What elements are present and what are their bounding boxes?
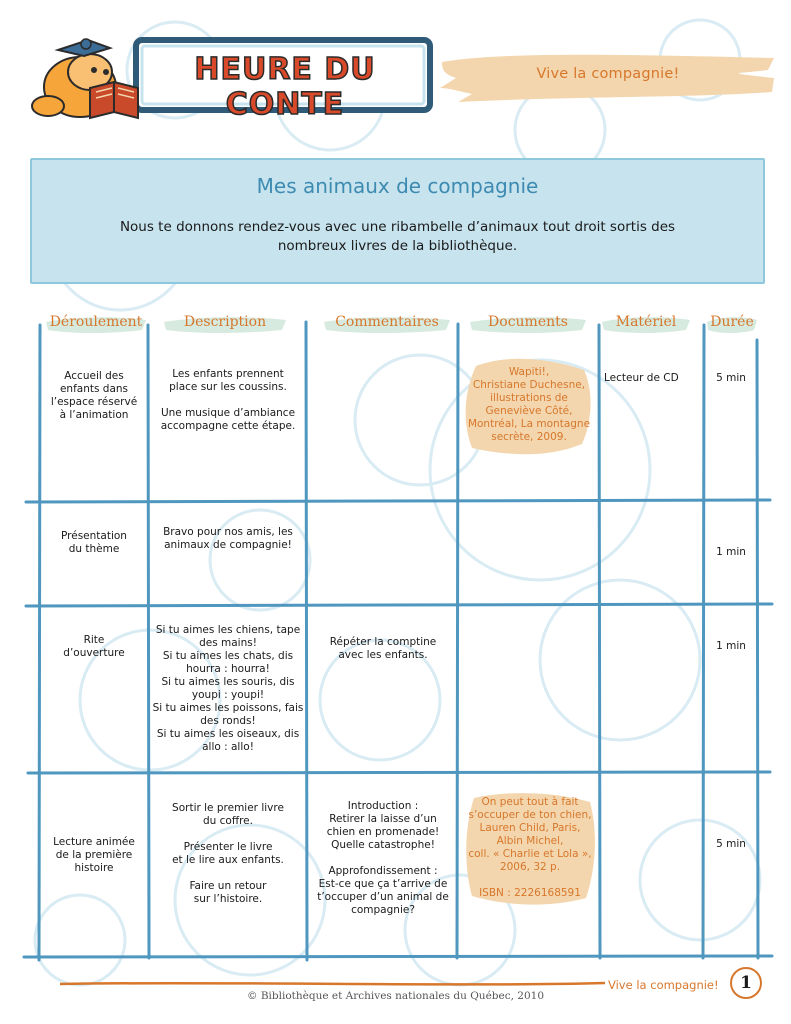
column-header-deroulement: [42, 308, 150, 336]
row1-materiel: Lecteur de CD: [604, 372, 679, 384]
column-header-label: Description: [183, 314, 267, 330]
column-header-label: Matériel: [615, 314, 677, 330]
row2-duree: 1 min: [716, 546, 746, 558]
row1-deroulement: Accueil des enfants dans l’espace réservé à l’animation: [50, 370, 138, 421]
column-header-label: Commentaires: [335, 314, 439, 330]
row3-description: Si tu aimes les chiens, tape des mains! Si tu aimes les chats, dis hourra : hourra! Si tu aimes les souris, dis youpi : youpi! Si tu aimes les poissons, fais des ronds! Si tu aimes les oiseaux, dis allo : allo!: [152, 624, 304, 753]
page-number: 1: [730, 967, 762, 999]
tagline-banner: [438, 48, 778, 108]
logo-text: HEURE DU CONTE: [194, 52, 376, 122]
column-header-label: Documents: [488, 314, 568, 330]
row4-description: Sortir le premier livre du coffre. Présenter le livre et le lire aux enfants. Faire un retour sur l’histoire.: [172, 802, 284, 905]
column-header-duree: [704, 308, 760, 336]
copyright-notice: © Bibliothèque et Archives nationales du Québec, 2010: [246, 990, 544, 1002]
row4-deroulement: Lecture animée de la première histoire: [53, 836, 135, 874]
row2-description: Bravo pour nos amis, les animaux de compagnie!: [163, 526, 293, 551]
column-header-description: [160, 308, 290, 336]
row4-documents: On peut tout à fait s’occuper de ton chien, Lauren Child, Paris, Albin Michel, coll. « Charlie et Lola », 2006, 32 p. ISBN : 2226168591: [468, 796, 592, 899]
intro-title: Mes animaux de compagnie: [256, 174, 539, 198]
tagline-text: Vive la compagnie!: [536, 66, 680, 82]
row3-commentaires: Répéter la comptine avec les enfants.: [329, 636, 437, 661]
column-header-label: Durée: [710, 314, 754, 330]
row4-duree: 5 min: [716, 838, 746, 850]
row1-documents: Wapiti!, Christiane Duchesne, illustrations de Geneviève Côté, Montréal, La montagne secrète, 2009.: [467, 366, 591, 443]
row3-deroulement: Rite d’ouverture: [63, 634, 125, 659]
footer-tagline: Vive la compagnie!: [608, 978, 719, 992]
row4-commentaires: Introduction : Retirer la laisse d’un chien en promenade! Quelle catastrophe! Approfondissement : Est-ce que ça t’arrive de t’occuper d’un animal de compagnie?: [317, 800, 449, 916]
column-header-commentaires: [320, 308, 454, 336]
row1-description: Les enfants prennent place sur les coussins. Une musique d’ambiance accompagne cette étape.: [160, 368, 296, 432]
column-header-label: Déroulement: [49, 314, 143, 330]
column-header-documents: [466, 308, 590, 336]
intro-text: Nous te donnons rendez-vous avec une ribambelle d’animaux tout droit sortis des nombreux livres de la bibliothèque.: [119, 219, 676, 254]
column-header-materiel: [598, 308, 694, 336]
row3-duree: 1 min: [716, 640, 746, 652]
intro-panel: [30, 158, 765, 284]
row1-duree: 5 min: [716, 372, 746, 384]
logo-banner: [28, 32, 434, 122]
row2-deroulement: Présentation du thème: [61, 530, 127, 555]
